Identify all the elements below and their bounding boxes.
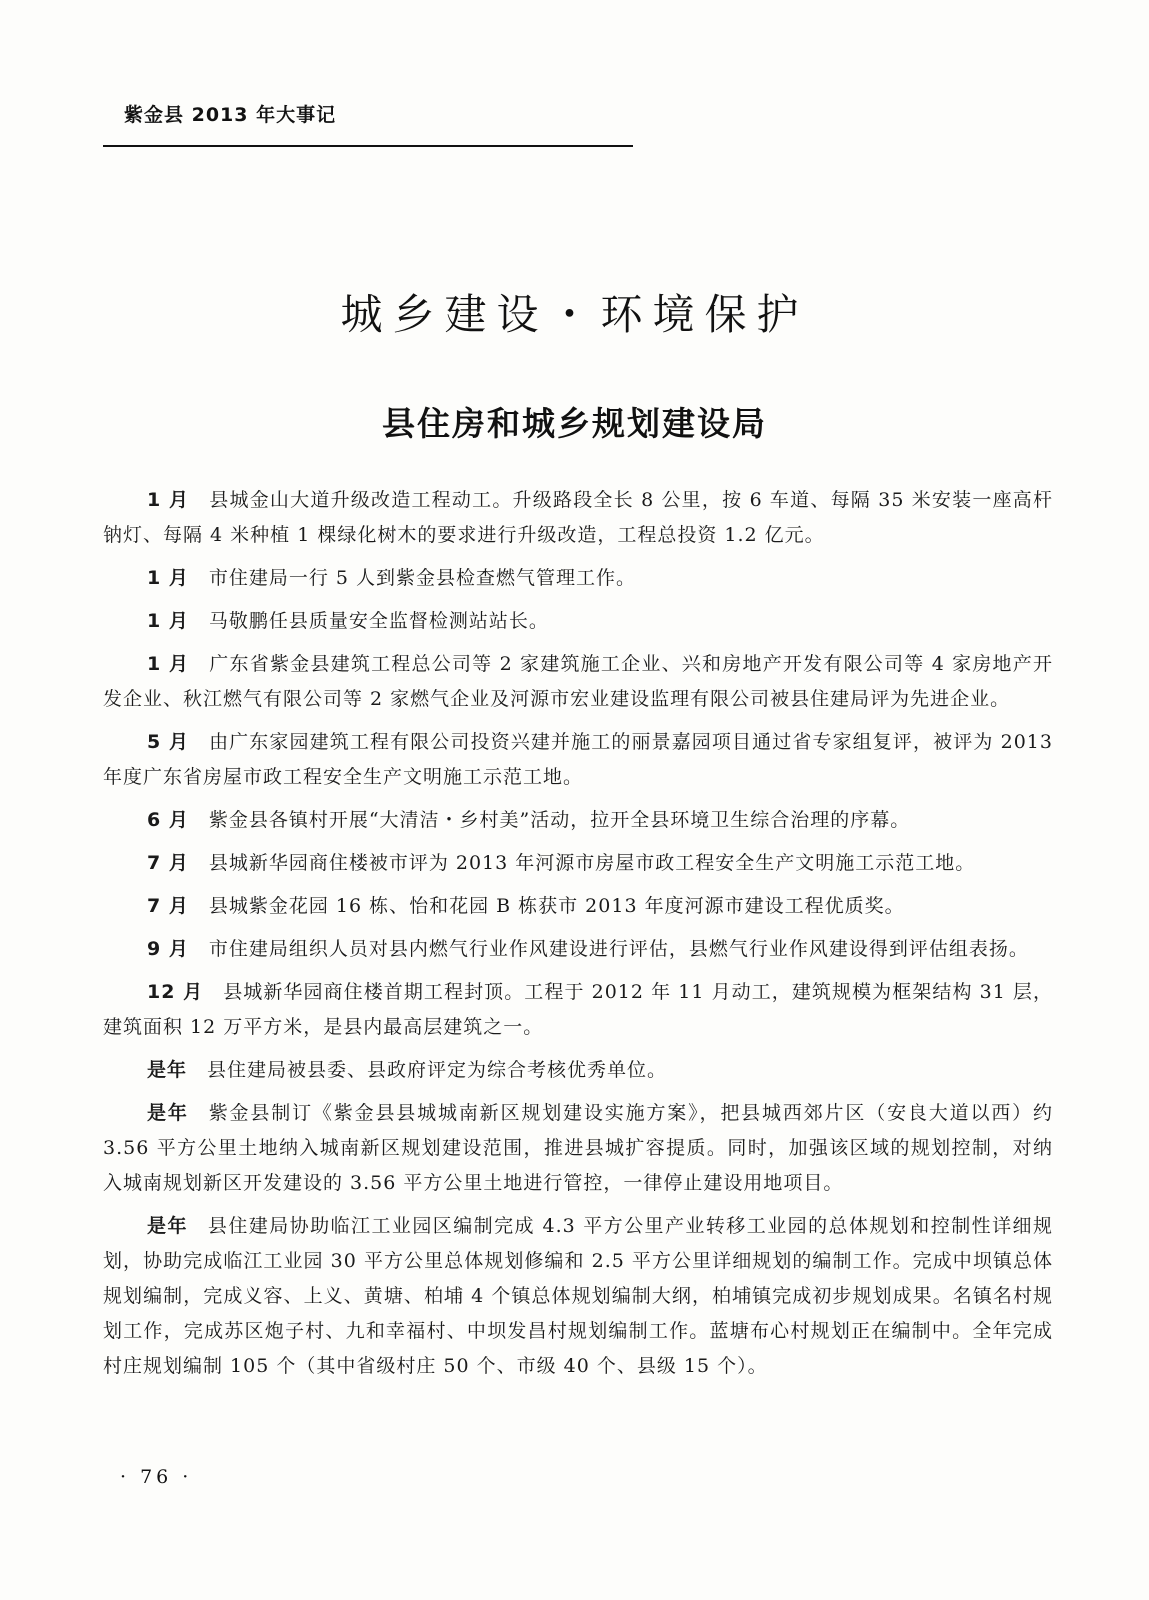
entry-text: 紫金县各镇村开展“大清洁・乡村美”活动，拉开全县环境卫生综合治理的序幕。	[208, 809, 911, 831]
entry-text: 县城新华园商住楼被市评为 2013 年河源市房屋市政工程安全生产文明施工示范工地。	[208, 852, 976, 874]
entry-text: 县住建局协助临江工业园区编制完成 4.3 平方公里产业转移工业园的总体规划和控制性详细规划，协助完成临江工业园 30 平方公里总体规划修编和 2.5 平方公里详细规划的编制工作。完成中坝镇总体规划编制，完成义容、上义、黄塘、柏埔 4 个镇总体规划编制大纲，柏埔镇完成初步规划成果。名镇名村规划工作，完成苏区炮子村、九和幸福村、中坝发昌村规划编制工作。蓝塘布心村规划正在编制中。全年完成村庄规划编制 105 个（其中省级村庄 50 个、市级 40 个、县级 15 个）。	[103, 1215, 1053, 1377]
entry-text: 由广东家园建筑工程有限公司投资兴建并施工的丽景嘉园项目通过省专家组复评，被评为 2013 年度广东省房屋市政工程安全生产文明施工示范工地。	[103, 731, 1053, 788]
chronicle-entry	[103, 803, 1053, 838]
entry-date: 1 月	[147, 653, 190, 675]
entry-date: 9 月	[147, 938, 189, 960]
entry-date: 7 月	[147, 852, 189, 874]
chronicle-entry	[103, 889, 1053, 924]
chronicle-entry	[103, 1096, 1053, 1201]
chronicle-entry	[103, 647, 1053, 717]
chronicle-entry	[103, 725, 1053, 795]
chronicle-entry	[103, 604, 1053, 639]
entry-text: 马敬鹏任县质量安全监督检测站站长。	[208, 610, 549, 632]
chronicle-entry	[103, 975, 1053, 1045]
entry-text: 县城新华园商住楼首期工程封顶。工程于 2012 年 11 月动工，建筑规模为框架结构 31 层，建筑面积 12 万平方米，是县内最高层建筑之一。	[103, 981, 1053, 1038]
entry-date: 12 月	[147, 981, 204, 1003]
running-header: 紫金县 2013 年大事记	[124, 104, 337, 126]
chronicle-entry	[103, 846, 1053, 881]
page-number: · 76 ·	[120, 1466, 193, 1488]
entry-text: 市住建局组织人员对县内燃气行业作风建设进行评估，县燃气行业作风建设得到评估组表扬。	[208, 938, 1029, 960]
entry-date: 是年	[147, 1215, 188, 1237]
entry-date: 是年	[147, 1059, 188, 1081]
entry-date: 1 月	[147, 610, 189, 632]
entry-text: 县城紫金花园 16 栋、怡和花园 B 栋获市 2013 年度河源市建设工程优质奖。	[208, 895, 905, 917]
entry-text: 县住建局被县委、县政府评定为综合考核优秀单位。	[207, 1059, 668, 1081]
entry-date: 6 月	[147, 809, 189, 831]
header-rule	[103, 145, 633, 147]
entry-text: 县城金山大道升级改造工程动工。升级路段全长 8 公里，按 6 车道、每隔 35 米安装一座高杆钠灯、每隔 4 米种植 1 棵绿化树木的要求进行升级改造，工程总投资 1.2 亿元。	[103, 489, 1054, 546]
entry-text: 市住建局一行 5 人到紫金县检查燃气管理工作。	[208, 567, 637, 589]
entry-date: 7 月	[147, 895, 189, 917]
chronicle-entry	[103, 561, 1053, 596]
entry-date: 1 月	[147, 567, 189, 589]
entry-text: 紫金县制订《紫金县县城城南新区规划建设实施方案》，把县城西郊片区（安良大道以西）约 3.56 平方公里土地纳入城南新区规划建设范围，推进县城扩容提质。同时，加强该区域的规划控制，对纳入城南规划新区开发建设的 3.56 平方公里土地进行管控，一律停止建设用地项目。	[103, 1102, 1053, 1194]
section-title: 城乡建设・环境保护	[340, 290, 809, 339]
entry-text: 广东省紫金县建筑工程总公司等 2 家建筑施工企业、兴和房地产开发有限公司等 4 家房地产开发企业、秋江燃气有限公司等 2 家燃气企业及河源市宏业建设监理有限公司被县住建局评为先进企业。	[103, 653, 1053, 710]
chronicle-entry	[103, 1209, 1053, 1384]
entry-date: 1 月	[147, 489, 190, 511]
subsection-title: 县住房和城乡规划建设局	[382, 404, 767, 443]
chronicle-entry	[103, 1053, 1053, 1088]
chronicle-entry	[103, 483, 1053, 553]
chronicle-entries	[103, 483, 1053, 1392]
entry-date: 5 月	[147, 731, 190, 753]
chronicle-entry	[103, 932, 1053, 967]
entry-date: 是年	[147, 1102, 189, 1124]
